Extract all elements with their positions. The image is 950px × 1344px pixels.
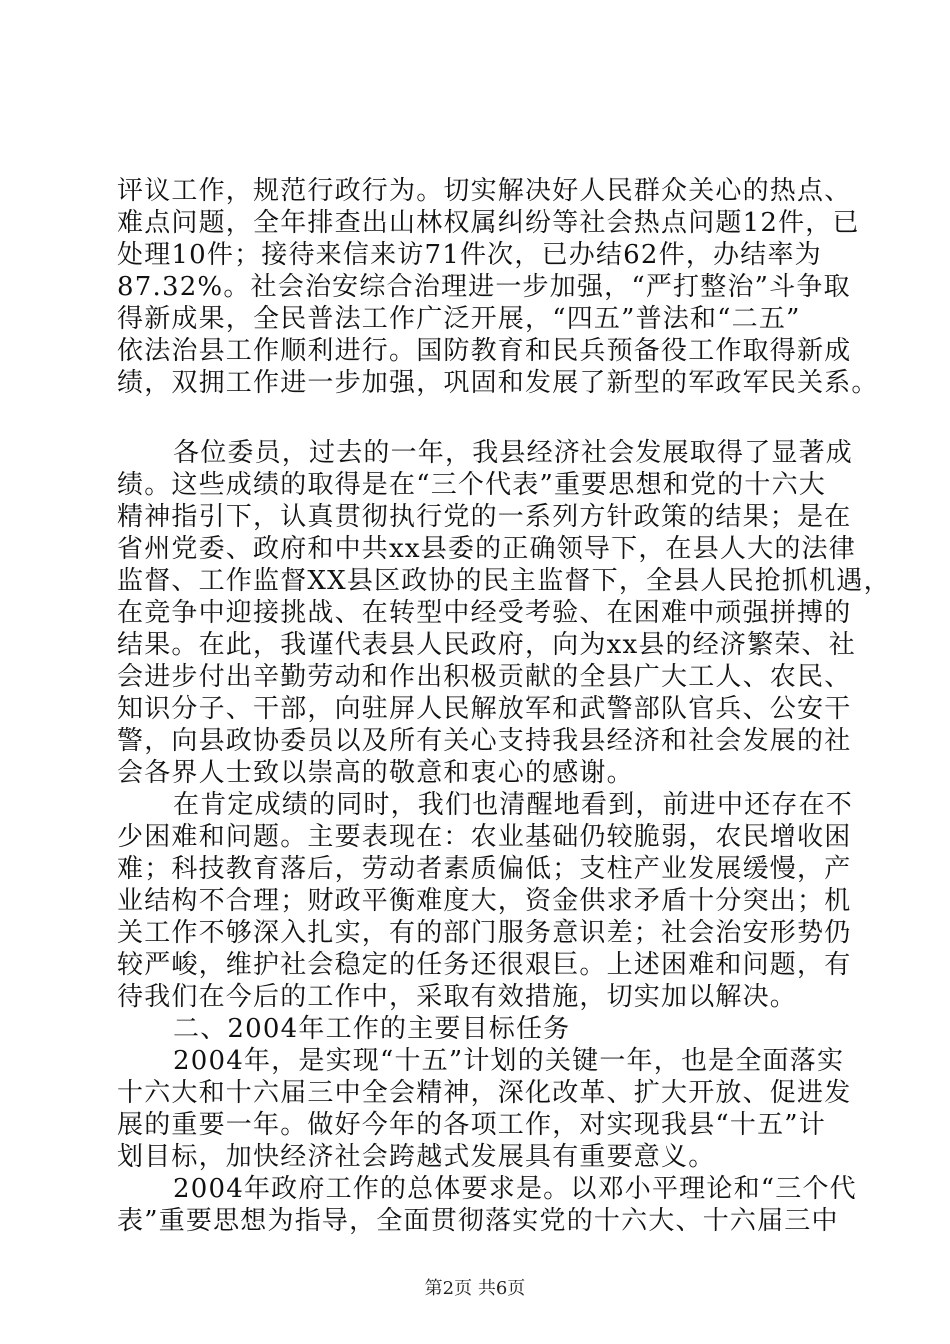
text-line: 依法治县工作顺利进行。国防教育和民兵预备役工作取得新成 bbox=[117, 336, 852, 366]
text-line: 难点问题，全年排查出山林权属纠纷等社会热点问题12件，已 bbox=[117, 208, 860, 238]
section-heading: 二、2004年工作的主要目标任务 bbox=[173, 1014, 571, 1044]
text-line: 结果。在此，我谨代表县人民政府，向为xx县的经济繁荣、社 bbox=[117, 630, 856, 660]
text-line: 展的重要一年。做好今年的各项工作，对实现我县“十五”计 bbox=[117, 1110, 826, 1140]
page-number-footer: 第2页 共6页 bbox=[424, 1278, 526, 1299]
text-line: 得新成果，全民普法工作广泛开展，“四五”普法和“二五” bbox=[117, 304, 801, 334]
paragraph-requirements bbox=[117, 1173, 857, 1237]
text-line: 在肯定成绩的同时，我们也清醒地看到，前进中还存在不 bbox=[173, 790, 854, 820]
text-line: 知识分子、干部，向驻屏人民解放军和武警部队官兵、公安干 bbox=[117, 694, 852, 724]
paragraph-achievements bbox=[117, 437, 891, 789]
document-body bbox=[117, 175, 891, 1237]
text-line: 警，向县政协委员以及所有关心支持我县经济和社会发展的社 bbox=[117, 726, 852, 756]
text-line: 处理10件；接待来信来访71件次，已办结62件，办结率为 bbox=[117, 240, 822, 270]
text-line: 会各界人士致以崇高的敬意和衷心的感谢。 bbox=[117, 758, 634, 788]
text-line: 绩。这些成绩的取得是在“三个代表”重要思想和党的十六大 bbox=[117, 470, 826, 500]
text-line: 省州党委、政府和中共xx县委的正确领导下，在县人大的法律 bbox=[117, 534, 856, 564]
text-line: 少困难和问题。主要表现在：农业基础仍较脆弱，农民增收困 bbox=[117, 822, 852, 852]
text-line: 十六大和十六届三中全会精神，深化改革、扩大开放、促进发 bbox=[117, 1078, 852, 1108]
text-line: 划目标，加快经济社会跨越式发展具有重要意义。 bbox=[117, 1142, 716, 1172]
text-line: 表”重要思想为指导，全面贯彻落实党的十六大、十六届三中 bbox=[117, 1206, 839, 1236]
text-line: 监督、工作监督XX县区政协的民主监督下，全县人民抢抓机遇， bbox=[117, 566, 891, 596]
text-line: 精神指引下，认真贯彻执行党的一系列方针政策的结果；是在 bbox=[117, 502, 852, 532]
text-line: 绩，双拥工作进一步加强，巩固和发展了新型的军政军民关系。 bbox=[117, 368, 879, 398]
text-line: 会进步付出辛勤劳动和作出积极贡献的全县广大工人、农民、 bbox=[117, 662, 852, 692]
text-line: 较严峻，维护社会稳定的任务还很艰巨。上述困难和问题，有 bbox=[117, 950, 852, 980]
paragraph-problems bbox=[117, 789, 854, 1013]
text-line: 在竞争中迎接挑战、在转型中经受考验、在困难中顽强拼搏的 bbox=[117, 598, 852, 628]
text-line: 2004年政府工作的总体要求是。以邓小平理论和“三个代 bbox=[173, 1174, 857, 1204]
text-line: 关工作不够深入扎实，有的部门服务意识差；社会治安形势仍 bbox=[117, 918, 852, 948]
text-line: 待我们在今后的工作中，采取有效措施，切实加以解决。 bbox=[117, 982, 798, 1012]
text-line: 业结构不合理；财政平衡难度大，资金供求矛盾十分突出；机 bbox=[117, 886, 852, 916]
text-line: 87.32%。社会治安综合治理进一步加强，“严打整治”斗争取 bbox=[117, 272, 851, 302]
paragraph-gap bbox=[117, 399, 837, 437]
paragraph-key-year bbox=[117, 1045, 852, 1173]
text-line: 各位委员，过去的一年，我县经济社会发展取得了显著成 bbox=[173, 438, 854, 468]
paragraph-continuation bbox=[117, 175, 879, 399]
text-line: 2004年，是实现“十五”计划的关键一年，也是全面落实 bbox=[173, 1046, 845, 1076]
text-line: 难；科技教育落后，劳动者素质偏低；支柱产业发展缓慢，产 bbox=[117, 854, 852, 884]
text-line: 评议工作，规范行政行为。切实解决好人民群众关心的热点、 bbox=[117, 176, 852, 206]
